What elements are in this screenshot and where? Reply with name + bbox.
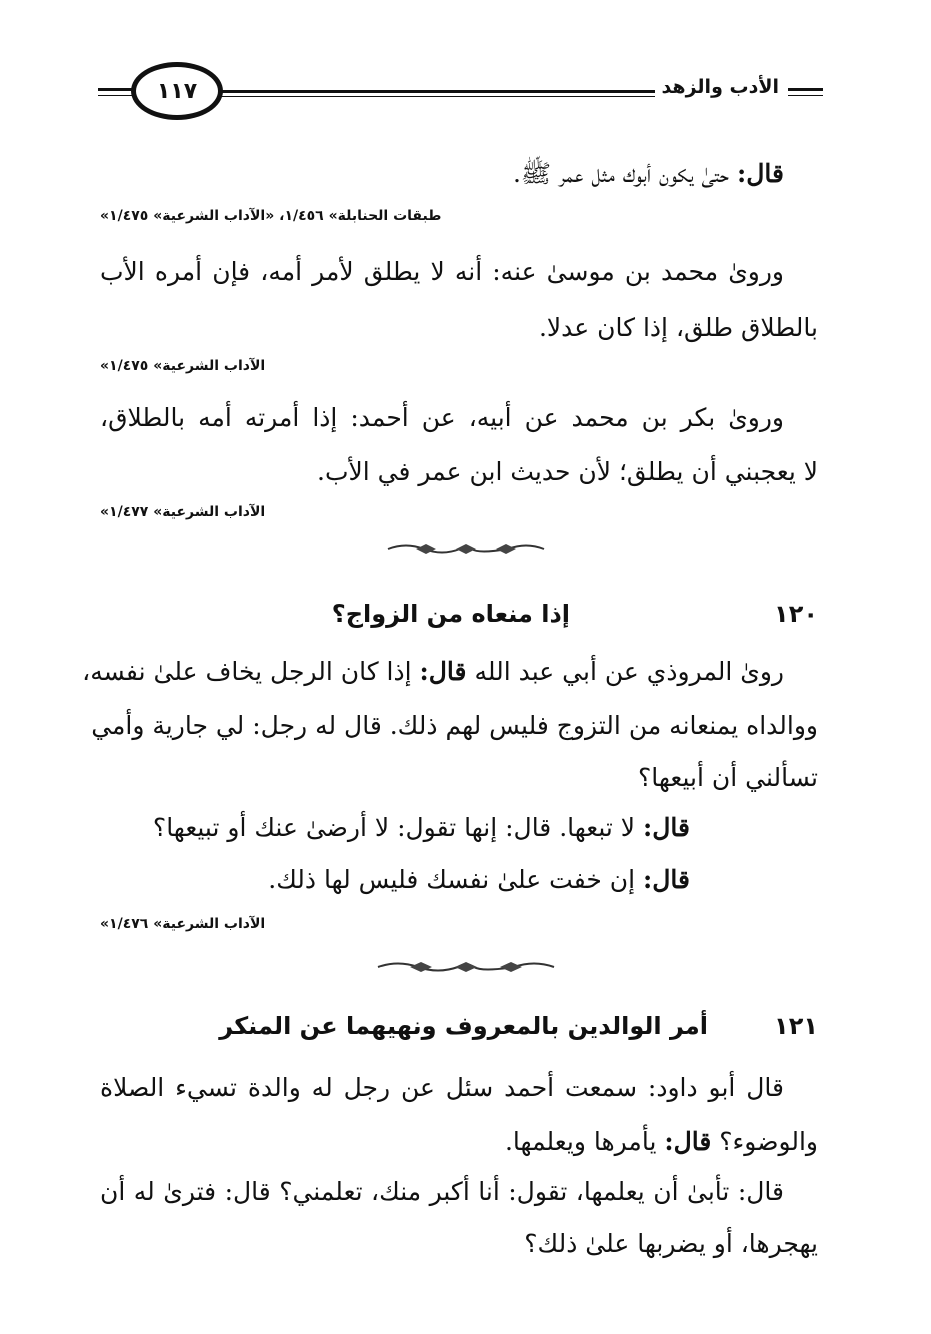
source-citation: «الآداب الشرعية» ١/٤٧٦ xyxy=(100,916,266,932)
running-title: الأدب والزهد xyxy=(655,76,785,98)
text-run: حتىٰ يكون أبوك مثل عمر ﷺ. xyxy=(512,159,730,188)
paragraph-line xyxy=(100,158,818,190)
page-number: ١١٧ xyxy=(156,78,198,104)
section-title: إذا منعاه من الزواج؟ xyxy=(331,600,570,628)
text-run: إذا كان الرجل يخاف علىٰ نفسه، xyxy=(82,657,412,686)
section-title: أمر الوالدين بالمعروف ونهيهما عن المنكر xyxy=(219,1012,708,1040)
paragraph-line xyxy=(100,1126,818,1158)
paragraph-line: قال: تأبىٰ أن يعلمها، تقول: أنا أكبر منك، تعلمني؟ قال: فترىٰ له أن xyxy=(100,1177,784,1206)
text-run: روىٰ المروذي عن أبي عبد الله xyxy=(474,657,784,686)
page-number-badge xyxy=(131,62,223,120)
source-citation: «الآداب الشرعية» ١/٤٧٥ xyxy=(100,358,266,374)
section-number: ١٢٠ xyxy=(774,600,818,628)
paragraph-line: وروىٰ محمد بن موسىٰ عنه: أنه لا يطلق لأمر أمه، فإن أمره الأب xyxy=(100,257,784,286)
paragraph-line: ووالداه يمنعانه من التزوج فليس لهم ذلك. قال له رجل: لي جارية وأمي xyxy=(91,711,818,740)
text-run: إن خفت علىٰ نفسك فليس لها ذلك. xyxy=(268,865,636,894)
ornament-icon xyxy=(376,958,556,976)
keyword-qala: قال: xyxy=(737,159,784,188)
header-rule-right xyxy=(788,88,823,96)
keyword-qala: قال: xyxy=(419,657,467,686)
paragraph-line xyxy=(100,864,740,896)
paragraph-line: يهجرها، أو يضربها علىٰ ذلك؟ xyxy=(524,1229,818,1258)
page-header xyxy=(98,62,823,132)
paragraph-line: قال أبو داود: سمعت أحمد سئل عن رجل له والدة تسيء الصلاة xyxy=(100,1073,784,1102)
keyword-qala: قال: xyxy=(664,1127,712,1156)
text-run: يأمرها ويعلمها. xyxy=(504,1127,657,1156)
text-run: والوضوء؟ xyxy=(719,1127,818,1156)
section-heading-121 xyxy=(100,1012,818,1048)
text-run: لا تبعها. قال: إنها تقول: لا أرضىٰ عنك أو تبيعها؟ xyxy=(152,813,636,842)
section-heading-120 xyxy=(100,600,818,636)
section-number: ١٢١ xyxy=(774,1012,818,1040)
divider-ornament xyxy=(0,540,931,562)
paragraph-line: تسألني أن أبيعها؟ xyxy=(638,763,818,792)
keyword-qala: قال: xyxy=(643,865,690,894)
source-citation: «طبقات الحنابلة» ١/٤٥٦، «الآداب الشرعية» ١/٤٧٥ xyxy=(100,208,442,224)
paragraph-line: وروىٰ بكر بن محمد عن أبيه، عن أحمد: إذا أمرته أمه بالطلاق، xyxy=(100,403,784,432)
paragraph-line: بالطلاق طلق، إذا كان عدلا. xyxy=(538,313,818,342)
paragraph-line xyxy=(100,812,740,844)
keyword-qala: قال: xyxy=(643,813,690,842)
paragraph-line: لا يعجبني أن يطلق؛ لأن حديث ابن عمر في الأب. xyxy=(317,457,818,486)
source-citation: «الآداب الشرعية» ١/٤٧٧ xyxy=(100,504,266,520)
ornament-icon xyxy=(386,540,546,558)
divider-ornament xyxy=(0,958,931,980)
paragraph-line xyxy=(82,656,818,688)
